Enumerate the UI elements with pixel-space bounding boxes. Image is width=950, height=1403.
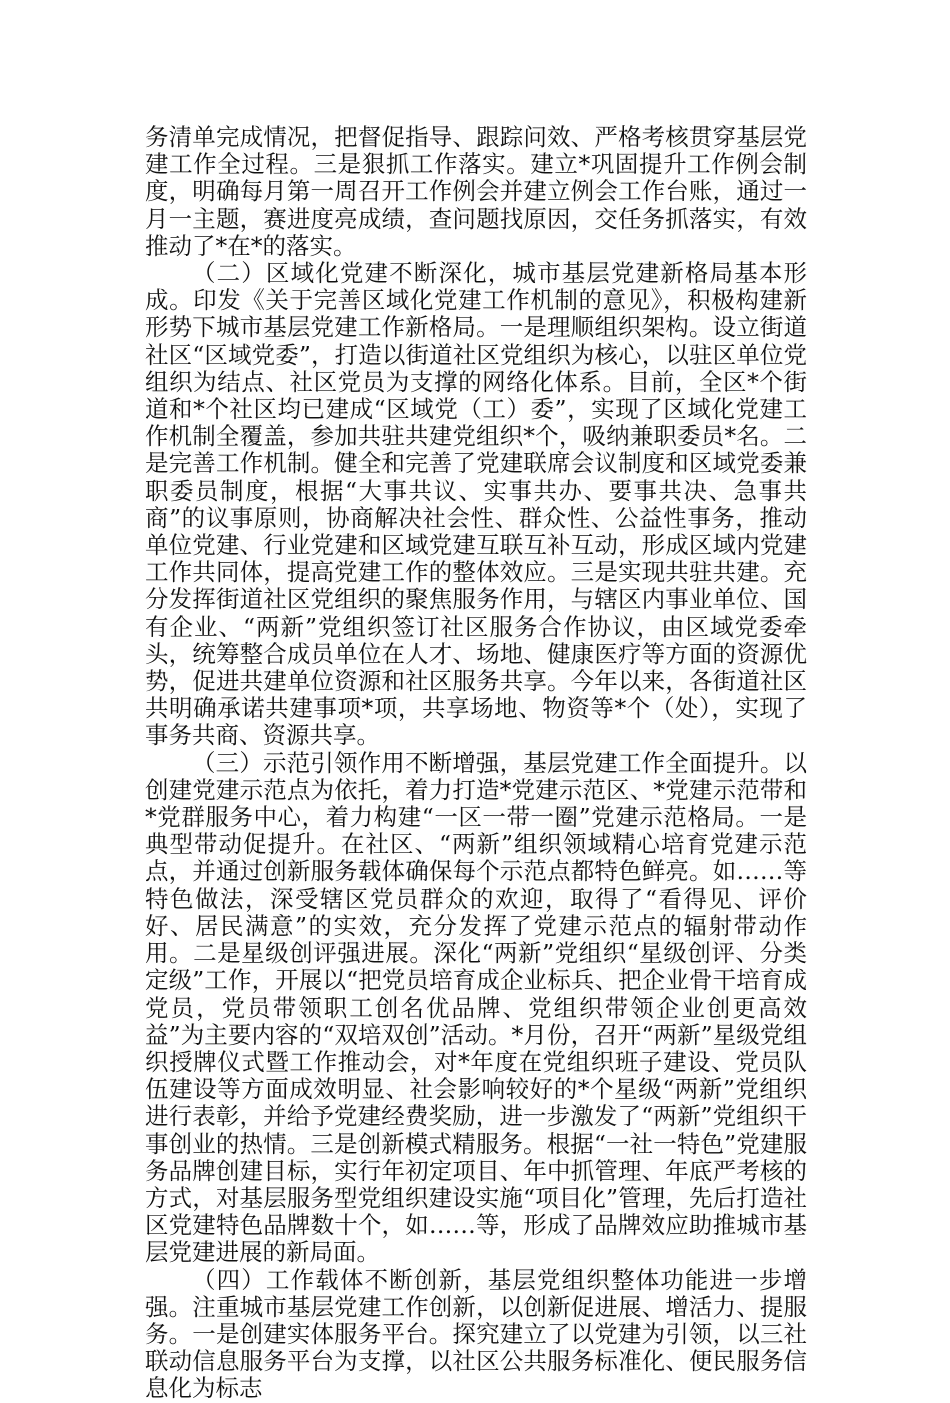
document-page [145,124,807,1403]
paragraph-section-3: （三）示范引领作用不断增强，基层党建工作全面提升。以创建党建示范点为依托，着力打造*党建示范区、*党建示范带和*党群服务中心，着力构建“一区一带一圈”党建示范格局。一是典型带动促提升。在社区、“两新”组织领域精心培育党建示范点，并通过创新服务载体确保每个示范点都特色鲜亮。如……等特色做法，深受辖区党员群众的欢迎，取得了“看得见、评价好、居民满意”的实效，充分发挥了党建示范点的辐射带动作用。二是星级创评强进展。深化“两新”党组织“星级创评、分类定级”工作，开展以“把党员培育成企业标兵、把企业骨干培育成党员，党员带领职工创名优品牌、党组织带领企业创更高效益”为主要内容的“双培双创”活动。*月份，召开“两新”星级党组织授牌仪式暨工作推动会，对*年度在党组织班子建设、党员队伍建设等方面成效明显、社会影响较好的*个星级“两新”党组织进行表彰，并给予党建经费奖励，进一步激发了“两新”党组织干事创业的热情。三是创新模式精服务。根据“一社一特色”党建服务品牌创建目标，实行年初定项目、年中抓管理、年底严考核的方式，对基层服务型党组织建设实施“项目化”管理，先后打造社区党建特色品牌数十个，如……等，形成了品牌效应助推城市基层党建进展的新局面。 [145,748,807,1267]
paragraph-section-4: （四）工作载体不断创新，基层党组织整体功能进一步增强。注重城市基层党建工作创新，以创新促进展、增活力、提服务。一是创建实体服务平台。探究建立了以党建为引领，以三社联动信息服务平台为支撑，以社区公共服务标准化、便民服务信息化为标志 [145,1265,807,1403]
paragraph-continuation: 务清单完成情况，把督促指导、跟踪问效、严格考核贯穿基层党建工作全过程。三是狠抓工作落实。建立*巩固提升工作例会制度，明确每月第一周召开工作例会并建立例会工作台账，通过一月一主题，赛进度亮成绩，查问题找原因，交任务抓落实，有效推动了*在*的落实。 [145,123,807,260]
paragraph-section-2: （二）区域化党建不断深化，城市基层党建新格局基本形成。印发《关于完善区域化党建工作机制的意见》，积极构建新形势下城市基层党建工作新格局。一是理顺组织架构。设立街道社区“区域党委”，打造以街道社区党组织为核心，以驻区单位党组织为结点、社区党员为支撑的网络化体系。目前，全区*个街道和*个社区均已建成“区域党（工）委”，实现了区域化党建工作机制全覆盖，参加共驻共建党组织*个，吸纳兼职委员*名。二是完善工作机制。健全和完善了党建联席会议制度和区域党委兼职委员制度，根据“大事共议、实事共办、要事共决、急事共商”的议事原则，协商解决社会性、群众性、公益性事务，推动单位党建、行业党建和区域党建互联互补互动，形成区域内党建工作共同体，提高党建工作的整体效应。三是实现共驻共建。充分发挥街道社区党组织的聚焦服务作用，与辖区内事业单位、国有企业、“两新”党组织签订社区服务合作协议，由区域党委牵头，统筹整合成员单位在人才、场地、健康医疗等方面的资源优势，促进共建单位资源和社区服务共享。今年以来，各街道社区共明确承诺共建事项*项，共享场地、物资等*个（处），实现了事务共商、资源共享。 [145,259,807,750]
